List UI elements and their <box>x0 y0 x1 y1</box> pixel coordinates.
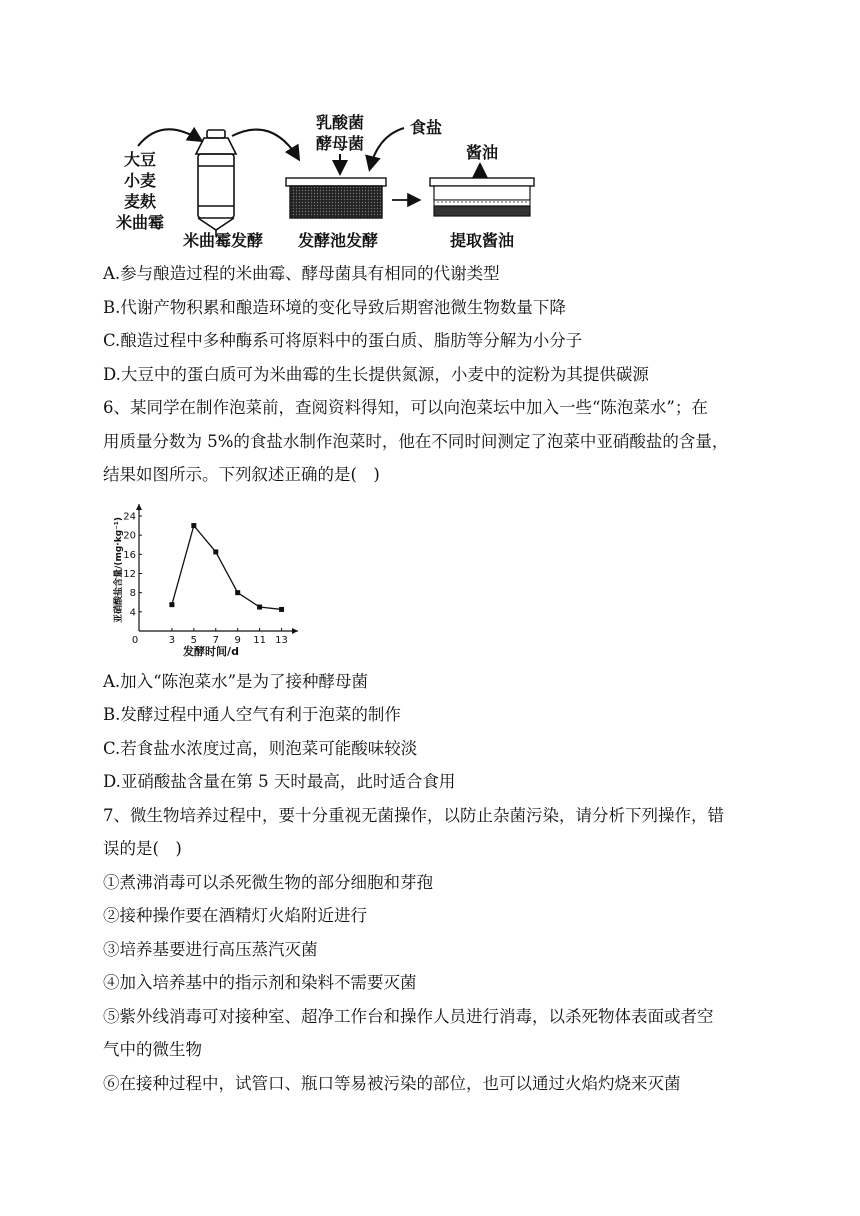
ingredient-label: 米曲霉 <box>115 213 165 232</box>
fermentation-pool-icon <box>286 178 386 218</box>
data-point <box>191 523 196 528</box>
y-tick-label: 16 <box>123 549 136 561</box>
series-line <box>172 526 282 610</box>
x-tick-label: 3 <box>168 635 176 646</box>
nitrite-line-chart <box>103 498 313 660</box>
data-point <box>279 607 284 612</box>
q6-stem-line: 结果如图所示。下列叙述正确的是( ) <box>103 465 380 484</box>
x-tick-label: 9 <box>234 635 241 646</box>
q6-stem-line: 用质量分数为 5%的食盐水制作泡菜时，他在不同时间测定了泡菜中亚硝酸盐的含量， <box>103 432 729 451</box>
microbe-label: 乳酸菌 <box>315 113 365 132</box>
extraction-tank-icon <box>430 178 534 216</box>
y-tick-label: 24 <box>123 511 136 523</box>
data-point <box>257 605 262 610</box>
stage-label-extract: 提取酱油 <box>449 231 515 250</box>
fermentation-process-diagram <box>100 108 560 253</box>
ingredient-label: 小麦 <box>123 171 157 190</box>
q7-item: ①煮沸消毒可以杀死微生物的部分细胞和芽孢 <box>103 873 433 892</box>
x-tick-label: 5 <box>190 635 198 646</box>
chart-xlabel: 发酵时间/d <box>183 645 239 658</box>
salt-label: 食盐 <box>409 118 443 137</box>
q7-stem-line: 误的是( ) <box>103 839 182 858</box>
x-axis-arrow <box>292 628 298 634</box>
q7-item: 气中的微生物 <box>103 1040 202 1059</box>
data-point <box>213 549 218 554</box>
q7-item: ④加入培养基中的指示剂和染料不需要灭菌 <box>103 973 417 992</box>
stage-label-rice-koji: 米曲霉发酵 <box>182 231 264 250</box>
curved-arrow <box>232 130 298 158</box>
q6-option-b: B.发酵过程中通人空气有利于泡菜的制作 <box>103 705 401 724</box>
q6-option-a: A.加入“陈泡菜水”是为了接种酵母菌 <box>103 672 369 691</box>
chart-ylabel: 亚硝酸盐含量/(mg·kg⁻¹) <box>114 517 124 623</box>
y-axis-arrow <box>136 504 142 510</box>
x-tick-label: 11 <box>253 635 266 646</box>
q7-item: ②接种操作要在酒精灯火焰附近进行 <box>103 906 367 925</box>
q5-option-c: C.酿造过程中多种酶系可将原料中的蛋白质、脂肪等分解为小分子 <box>103 331 583 350</box>
q5-option-a: A.参与酿造过程的米曲霉、酵母菌具有相同的代谢类型 <box>103 264 500 283</box>
x-tick-label: 7 <box>212 635 219 646</box>
soy-sauce-label: 酱油 <box>465 143 499 162</box>
q6-stem-line: 6、某同学在制作泡菜前，查阅资料得知，可以向泡菜坛中加入一些“陈泡菜水”；在 <box>103 398 708 417</box>
q7-stem-line: 7、微生物培养过程中，要十分重视无菌操作，以防止杂菌污染，请分析下列操作，错 <box>103 806 724 825</box>
x-tick-label: 13 <box>275 635 288 646</box>
q5-option-d: D.大豆中的蛋白质可为米曲霉的生长提供氮源，小麦中的淀粉为其提供碳源 <box>103 365 649 384</box>
fermenter-icon <box>196 130 236 236</box>
ingredient-label: 大豆 <box>123 150 157 169</box>
q6-option-d: D.亚硝酸盐含量在第 5 天时最高，此时适合食用 <box>103 772 456 791</box>
y-tick-label: 4 <box>129 607 136 619</box>
data-point <box>169 602 174 607</box>
ingredient-label: 麦麸 <box>123 192 157 211</box>
y-tick-label: 12 <box>123 568 136 580</box>
curved-arrow <box>138 129 200 146</box>
microbe-label: 酵母菌 <box>315 134 365 153</box>
q7-item: ③培养基要进行高压蒸汽灭菌 <box>103 940 318 959</box>
curved-arrow <box>370 128 404 168</box>
y-tick-label: 8 <box>129 588 136 600</box>
q6-option-c: C.若食盐水浓度过高，则泡菜可能酸味较淡 <box>103 739 418 758</box>
y-tick-label: 20 <box>123 530 136 542</box>
q5-option-b: B.代谢产物积累和酿造环境的变化导致后期窖池微生物数量下降 <box>103 298 566 317</box>
x-tick-label: 0 <box>131 635 139 646</box>
q7-item: ⑤紫外线消毒可对接种室、超净工作台和操作人员进行消毒，以杀死物体表面或者空 <box>103 1007 714 1026</box>
stage-label-pool: 发酵池发酵 <box>297 231 379 250</box>
data-point <box>235 590 240 595</box>
q7-item: ⑥在接种过程中，试管口、瓶口等易被污染的部位，也可以通过火焰灼烧来灭菌 <box>103 1074 681 1093</box>
